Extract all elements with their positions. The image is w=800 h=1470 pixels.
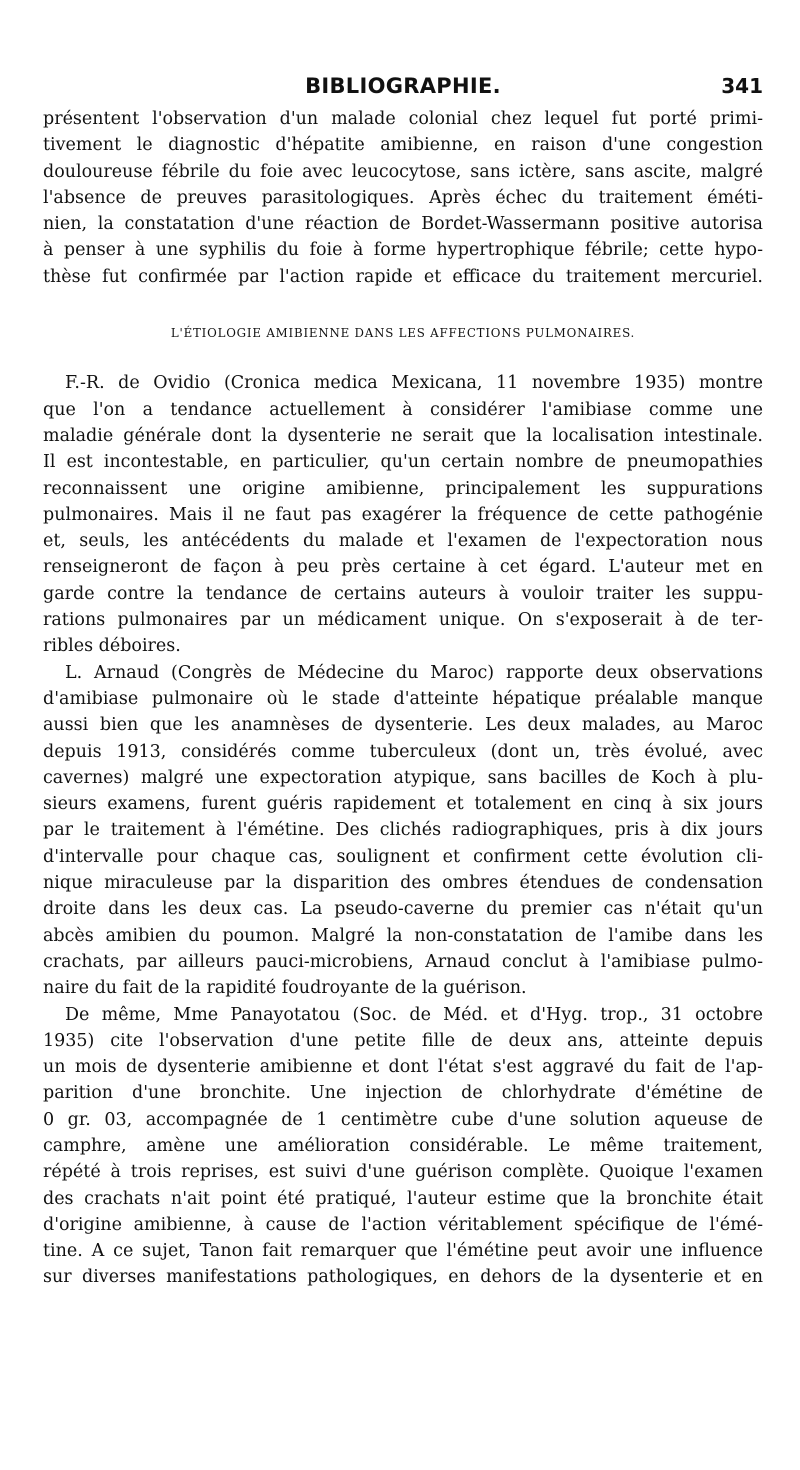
text-line: nien, la constatation d'une réaction de Bordet-Wassermann positive autorisa [43,214,763,235]
text-line: naire du fait de la rapidité foudroyante de la guérison. [43,978,527,999]
document-page [43,70,763,1291]
text-line: F.-R. de Ovidio (Cronica medica Mexicana, 11 novembre 1935) montre [65,373,763,394]
text-line: tivement le diagnostic d'hépatite amibienne, en raison d'une congestion [43,135,763,156]
page-number: 341 [721,74,763,98]
text-line: nique miraculeuse par la disparition des ombres étendues de condensation [43,873,763,894]
text-line: aussi bien que les anamnèses de dysenterie. Les deux malades, au Maroc [43,715,763,736]
text-line: garde contre la tendance de certains auteurs à vouloir traiter les suppu- [43,583,763,604]
section-heading: L'ÉTIOLOGIE AMIBIENNE DANS LES AFFECTIONS PULMONAIRES. [170,326,636,341]
text-line: ribles déboires. [43,636,181,657]
text-line: reconnaissent une origine amibienne, principalement les suppurations [43,478,763,499]
paragraph-panayotatou [43,1002,763,1291]
text-line: que l'on a tendance actuellement à considérer l'amibiase comme une [43,399,763,420]
text-line: depuis 1913, considérés comme tuberculeux (dont un, très évolué, avec [43,741,763,762]
text-line: maladie générale dont la dysenterie ne serait que la localisation intestinale. [43,425,763,446]
document-body [43,106,763,1291]
paragraph-arnaud [43,660,763,1002]
paragraph-de-ovidio [43,370,763,659]
text-line: L. Arnaud (Congrès de Médecine du Maroc) rapporte deux observations [65,662,763,683]
running-head [43,70,763,106]
text-line: 1935) cite l'observation d'une petite fille de deux ans, atteinte depuis [43,1030,763,1051]
text-line: rations pulmonaires par un médicament unique. On s'exposerait à de ter- [43,610,763,631]
text-line: sur diverses manifestations pathologiques, en dehors de la dysenterie et en [43,1267,763,1288]
text-line: tine. A ce sujet, Tanon fait remarquer que l'émétine peut avoir une influence [43,1241,763,1262]
text-line: l'absence de preuves parasitologiques. Après échec du traitement éméti- [43,187,763,208]
text-line: abcès amibien du poumon. Malgré la non-constatation de l'amibe dans les [43,925,763,946]
text-line: Il est incontestable, en particulier, qu'un certain nombre de pneumopathies [43,452,763,473]
text-line: thèse fut confirmée par l'action rapide et efficace du traitement mercuriel. [43,266,763,287]
text-line: et, seuls, les antécédents du malade et l'examen de l'expectoration nous [43,531,763,552]
text-line: sieurs examens, furent guéris rapidement et totalement en cinq à six jours [43,794,763,815]
page-header-title: BIBLIOGRAPHIE. [305,74,501,98]
text-line: parition d'une bronchite. Une injection de chlorhydrate d'émétine de [43,1083,763,1104]
text-line: pulmonaires. Mais il ne faut pas exagérer la fréquence de cette pathogénie [43,504,763,525]
text-line: des crachats n'ait point été pratiqué, l'auteur estime que la bronchite était [43,1188,763,1209]
text-line: camphre, amène une amélioration considérable. Le même traitement, [43,1135,763,1156]
text-line: cavernes) malgré une expectoration atypique, sans bacilles de Koch à plu- [43,767,763,788]
text-line: De même, Mme Panayotatou (Soc. de Méd. et d'Hyg. trop., 31 octobre [65,1004,763,1025]
text-line: d'intervalle pour chaque cas, soulignent et confirment cette évolution cli- [43,846,763,867]
paragraph-continued [43,106,763,290]
text-line: droite dans les deux cas. La pseudo-caverne du premier cas n'était qu'un [43,899,763,920]
text-line: à penser à une syphilis du foie à forme hypertrophique fébrile; cette hypo- [43,240,763,261]
text-line: par le traitement à l'émétine. Des clichés radiographiques, pris à dix jours [43,820,763,841]
text-line: d'amibiase pulmonaire où le stade d'atteinte hépatique préalable manque [43,688,763,709]
text-line: 0 gr. 03, accompagnée de 1 centimètre cube d'une solution aqueuse de [43,1109,763,1130]
text-line: crachats, par ailleurs pauci-microbiens, Arnaud conclut à l'amibiase pulmo- [43,951,763,972]
text-line: douloureuse fébrile du foie avec leucocytose, sans ictère, sans ascite, malgré [43,161,763,182]
text-line: un mois de dysenterie amibienne et dont l'état s'est aggravé du fait de l'ap- [43,1057,763,1078]
text-line: d'origine amibienne, à cause de l'action véritablement spécifique de l'émé- [43,1214,763,1235]
text-line: renseigneront de façon à peu près certaine à cet égard. L'auteur met en [43,557,763,578]
text-line: présentent l'observation d'un malade colonial chez lequel fut porté primi- [43,109,763,129]
text-line: répété à trois reprises, est suivi d'une guérison complète. Quoique l'examen [43,1162,763,1183]
